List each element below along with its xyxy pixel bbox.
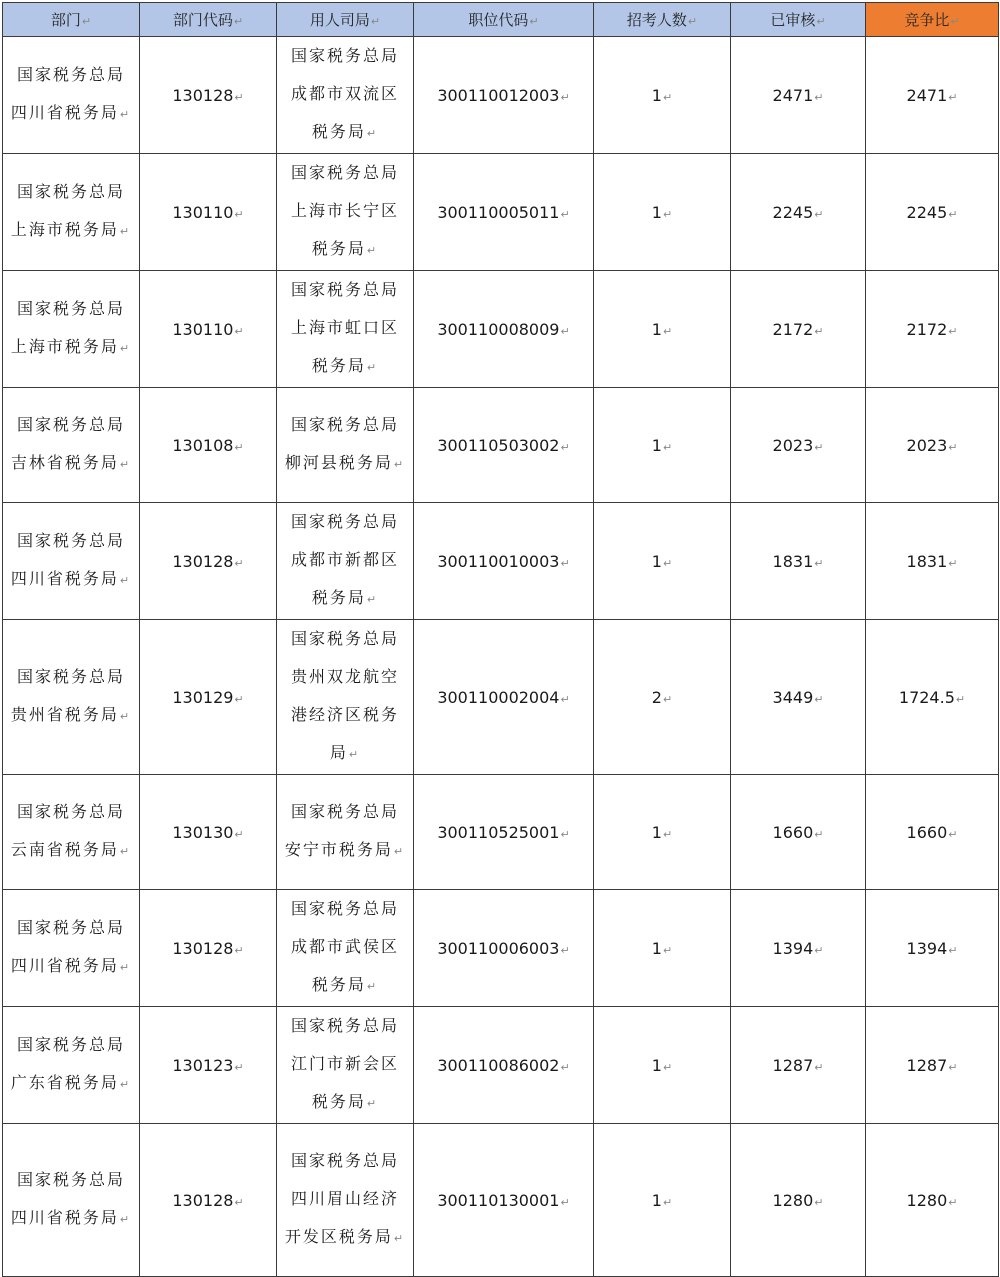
position-code-cell: 300110005011↵ — [414, 154, 594, 271]
approved-cell: 2245↵ — [731, 154, 866, 271]
bureau-cell: 国家税务总局柳河县税务局↵ — [277, 388, 414, 503]
dept-cell: 国家税务总局四川省税务局↵ — [3, 503, 140, 620]
dept-cell: 国家税务总局贵州省税务局↵ — [3, 620, 140, 775]
position-code-cell: 300110002004↵ — [414, 620, 594, 775]
table-row — [3, 1007, 999, 1124]
approved-cell: 1280↵ — [731, 1124, 866, 1277]
approved-cell: 1287↵ — [731, 1007, 866, 1124]
table-row — [3, 503, 999, 620]
table-row — [3, 620, 999, 775]
dept-code-cell: 130128↵ — [140, 1124, 277, 1277]
position-code-cell: 300110006003↵ — [414, 890, 594, 1007]
header-approved: 已审核↵ — [731, 3, 866, 37]
quota-cell: 1↵ — [594, 154, 731, 271]
ratio-cell: 1280↵ — [866, 1124, 999, 1277]
dept-code-cell: 130129↵ — [140, 620, 277, 775]
ratio-cell: 1660↵ — [866, 775, 999, 890]
dept-code-cell: 130123↵ — [140, 1007, 277, 1124]
bureau-cell: 国家税务总局安宁市税务局↵ — [277, 775, 414, 890]
position-code-cell: 300110012003↵ — [414, 37, 594, 154]
ratio-cell: 1831↵ — [866, 503, 999, 620]
quota-cell: 1↵ — [594, 271, 731, 388]
header-row — [3, 3, 999, 37]
quota-cell: 1↵ — [594, 1124, 731, 1277]
dept-cell: 国家税务总局上海市税务局↵ — [3, 271, 140, 388]
quota-cell: 1↵ — [594, 890, 731, 1007]
approved-cell: 1831↵ — [731, 503, 866, 620]
table-row — [3, 388, 999, 503]
position-code-cell: 300110130001↵ — [414, 1124, 594, 1277]
dept-cell: 国家税务总局吉林省税务局↵ — [3, 388, 140, 503]
dept-code-cell: 130108↵ — [140, 388, 277, 503]
bureau-cell: 国家税务总局上海市虹口区税务局↵ — [277, 271, 414, 388]
ratio-cell: 1287↵ — [866, 1007, 999, 1124]
ratio-cell: 2172↵ — [866, 271, 999, 388]
table-row — [3, 890, 999, 1007]
dept-cell: 国家税务总局广东省税务局↵ — [3, 1007, 140, 1124]
quota-cell: 1↵ — [594, 1007, 731, 1124]
ratio-cell: 2023↵ — [866, 388, 999, 503]
dept-code-cell: 130110↵ — [140, 154, 277, 271]
table-row — [3, 271, 999, 388]
quota-cell: 1↵ — [594, 503, 731, 620]
ratio-cell: 1394↵ — [866, 890, 999, 1007]
approved-cell: 2023↵ — [731, 388, 866, 503]
quota-cell: 1↵ — [594, 775, 731, 890]
bureau-cell: 国家税务总局四川眉山经济开发区税务局↵ — [277, 1124, 414, 1277]
approved-cell: 2172↵ — [731, 271, 866, 388]
ratio-cell: 1724.5↵ — [866, 620, 999, 775]
table-row — [3, 37, 999, 154]
table-row — [3, 1124, 999, 1277]
quota-cell: 1↵ — [594, 388, 731, 503]
header-dept: 部门↵ — [3, 3, 140, 37]
table-row — [3, 775, 999, 890]
dept-cell: 国家税务总局四川省税务局↵ — [3, 1124, 140, 1277]
dept-code-cell: 130130↵ — [140, 775, 277, 890]
position-code-cell: 300110086002↵ — [414, 1007, 594, 1124]
dept-cell: 国家税务总局云南省税务局↵ — [3, 775, 140, 890]
header-ratio: 竞争比↵ — [866, 3, 999, 37]
table-row — [3, 154, 999, 271]
bureau-cell: 国家税务总局上海市长宁区税务局↵ — [277, 154, 414, 271]
approved-cell: 1394↵ — [731, 890, 866, 1007]
position-code-cell: 300110008009↵ — [414, 271, 594, 388]
approved-cell: 2471↵ — [731, 37, 866, 154]
approved-cell: 1660↵ — [731, 775, 866, 890]
header-dept-code: 部门代码↵ — [140, 3, 277, 37]
competition-ratio-table — [2, 2, 999, 1277]
dept-cell: 国家税务总局四川省税务局↵ — [3, 37, 140, 154]
quota-cell: 2↵ — [594, 620, 731, 775]
position-code-cell: 300110503002↵ — [414, 388, 594, 503]
approved-cell: 3449↵ — [731, 620, 866, 775]
position-code-cell: 300110010003↵ — [414, 503, 594, 620]
dept-code-cell: 130110↵ — [140, 271, 277, 388]
dept-cell: 国家税务总局四川省税务局↵ — [3, 890, 140, 1007]
ratio-cell: 2245↵ — [866, 154, 999, 271]
dept-code-cell: 130128↵ — [140, 503, 277, 620]
bureau-cell: 国家税务总局成都市武侯区税务局↵ — [277, 890, 414, 1007]
header-quota: 招考人数↵ — [594, 3, 731, 37]
bureau-cell: 国家税务总局江门市新会区税务局↵ — [277, 1007, 414, 1124]
ratio-cell: 2471↵ — [866, 37, 999, 154]
quota-cell: 1↵ — [594, 37, 731, 154]
bureau-cell: 国家税务总局贵州双龙航空港经济区税务局↵ — [277, 620, 414, 775]
dept-cell: 国家税务总局上海市税务局↵ — [3, 154, 140, 271]
dept-code-cell: 130128↵ — [140, 890, 277, 1007]
dept-code-cell: 130128↵ — [140, 37, 277, 154]
bureau-cell: 国家税务总局成都市新都区税务局↵ — [277, 503, 414, 620]
header-position-code: 职位代码↵ — [414, 3, 594, 37]
bureau-cell: 国家税务总局成都市双流区税务局↵ — [277, 37, 414, 154]
position-code-cell: 300110525001↵ — [414, 775, 594, 890]
header-bureau: 用人司局↵ — [277, 3, 414, 37]
